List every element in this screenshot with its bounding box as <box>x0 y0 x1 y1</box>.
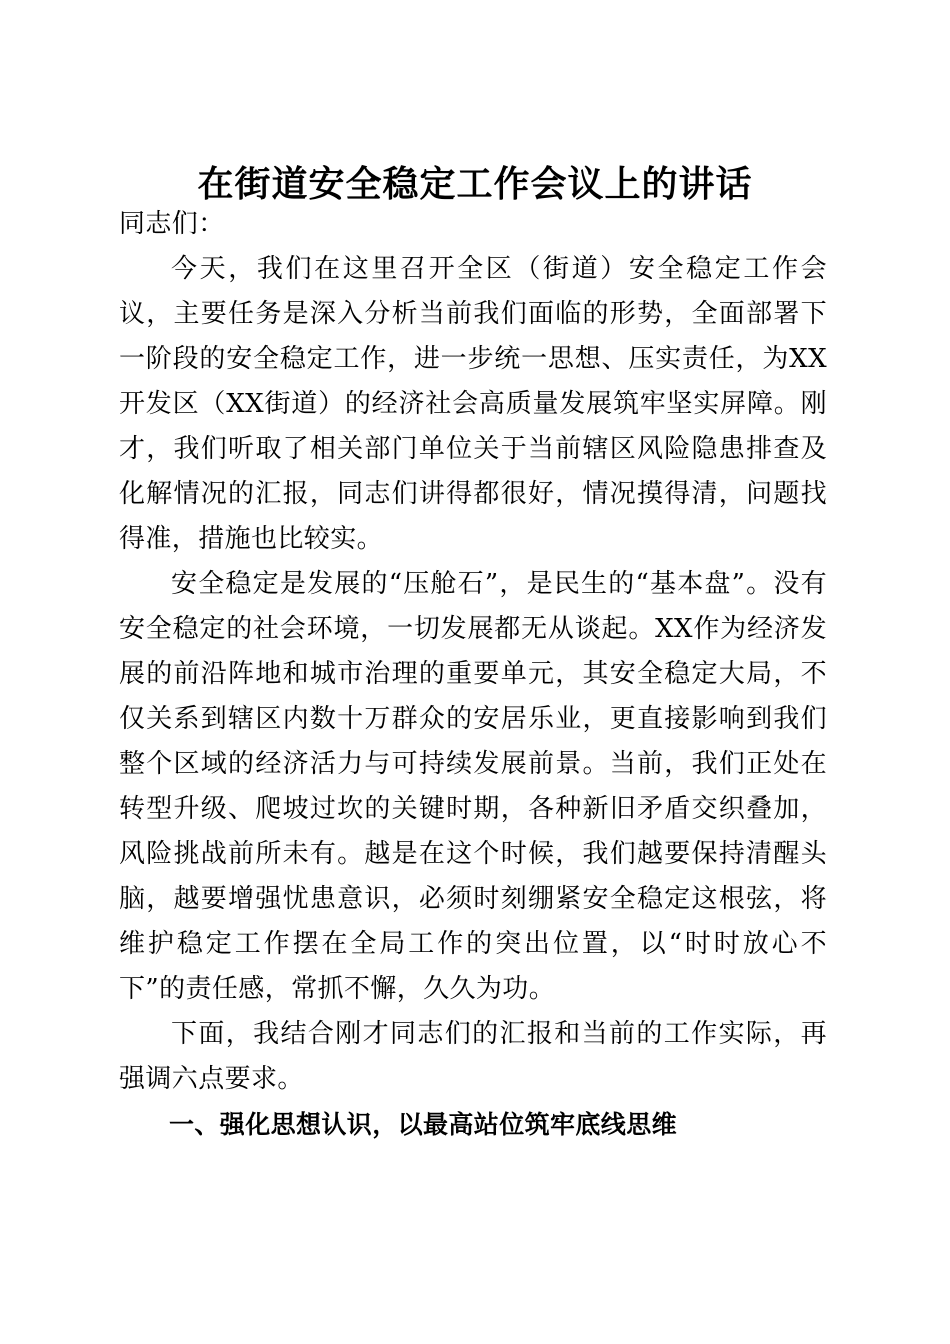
document-body <box>119 202 827 1147</box>
section-heading: 一、强化思想认识，以最高站位筑牢底线思维 <box>169 1110 678 1139</box>
document-title: 在街道安全稳定工作会议上的讲话 <box>197 163 753 206</box>
paragraph-opening: 今天，我们在这里召开全区（街道）安全稳定工作会议，主要任务是深入分析当前我们面临的形势，全面部署下一阶段的安全稳定工作，进一步统一思想、压实责任，为XX开发区（XX街道）的经济社会高质量发展筑牢坚实屏障。刚才，我们听取了相关部门单位关于当前辖区风险隐患排查及化解情况的汇报，同志们讲得都很好，情况摸得清，问题找得准，措施也比较实。 <box>119 254 827 554</box>
salutation: 同志们： <box>119 209 225 239</box>
paragraph-importance: 安全稳定是发展的“压舱石”，是民生的“基本盘”。没有安全稳定的社会环境，一切发展都无从谈起。XX作为经济发展的前沿阵地和城市治理的重要单元，其安全稳定大局，不仅关系到辖区内数十万群众的安居乐业，更直接影响到我们整个区域的经济活力与可持续发展前景。当前，我们正处在转型升级、爬坡过坎的关键时期，各种新旧矛盾交织叠加，风险挑战前所未有。越是在这个时候，我们越要保持清醒头脑，越要增强忧患意识，必须时刻绷紧安全稳定这根弦，将维护稳定工作摆在全局工作的突出位置，以“时时放心不下”的责任感，常抓不懈，久久为功。 <box>119 569 827 1004</box>
paragraph-transition: 下面，我结合刚才同志们的汇报和当前的工作实际，再强调六点要求。 <box>119 1019 827 1094</box>
